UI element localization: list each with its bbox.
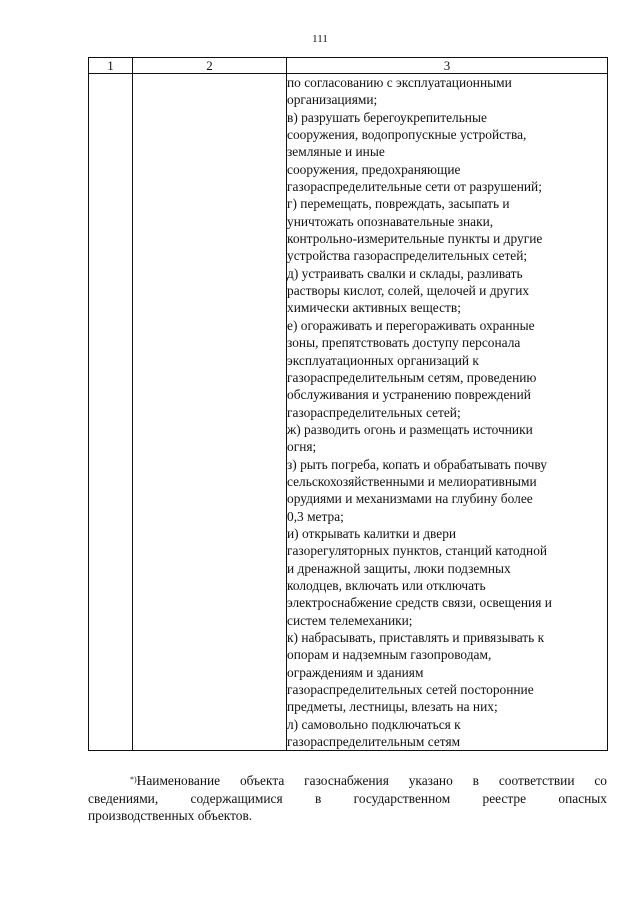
- document-table: [88, 57, 608, 751]
- table-cell-col1: [89, 74, 133, 751]
- page-number: 111: [312, 33, 328, 45]
- column-header-1: 1: [89, 58, 133, 74]
- text-line: е) огораживать и перегораживать охранные: [287, 317, 535, 333]
- footnote-line: сведениями, содержащимися в государственном реестре опасных: [88, 790, 607, 806]
- text-line: электроснабжение средств связи, освещения и: [287, 595, 552, 611]
- text-line: опорам и надземным газопроводам,: [287, 647, 492, 663]
- text-line: огня;: [287, 439, 317, 455]
- text-line: сооружения, предохраняющие: [287, 161, 461, 177]
- text-line: обслуживания и устранению повреждений: [287, 387, 531, 403]
- text-line: л) самовольно подключаться к: [287, 716, 461, 732]
- table-header-row: [89, 58, 608, 74]
- text-line: контрольно-измерительные пункты и другие: [287, 231, 543, 247]
- text-line: предметы, лестницы, влезать на них;: [287, 699, 498, 715]
- text-line: сооружения, водопропускные устройства,: [287, 127, 527, 143]
- footnote-marker: *): [130, 775, 137, 784]
- text-line: устройства газораспределительных сетей;: [287, 248, 528, 264]
- text-line: растворы кислот, солей, щелочей и других: [287, 283, 530, 299]
- text-line: и дренажной защиты, люки подземных: [287, 560, 511, 576]
- text-line: колодцев, включать или отключать: [287, 577, 486, 593]
- text-line: к) набрасывать, приставлять и привязывать к: [287, 630, 545, 645]
- text-line: в) разрушать берегоукрепительные: [287, 109, 487, 125]
- footnote-text: Наименование объекта газоснабжения указано в соответствии со: [136, 773, 607, 788]
- column-header-2: 2: [133, 58, 287, 74]
- text-line: и) открывать калитки и двери: [287, 525, 457, 541]
- text-line: уничтожать опознавательные знаки,: [287, 213, 494, 229]
- text-line: ограждениям и зданиям: [287, 664, 424, 680]
- text-line: д) устраивать свалки и склады, разливать: [287, 265, 523, 281]
- text-line: 0,3 метра;: [287, 508, 344, 524]
- text-line: систем телемеханики;: [287, 612, 413, 628]
- text-line: газорегуляторных пунктов, станций катодной: [287, 543, 548, 559]
- footnote-line: [88, 772, 607, 790]
- text-line: з) рыть погреба, копать и обрабатывать почву: [287, 456, 547, 472]
- table-cell-col3: [287, 74, 608, 751]
- table-row: [89, 74, 608, 751]
- text-line: газораспределительных сетей;: [287, 404, 461, 420]
- column-header-3: 3: [287, 58, 608, 74]
- text-line: по согласованию с эксплуатационными: [287, 75, 512, 90]
- text-line: газораспределительным сетям: [287, 734, 461, 750]
- text-line: земляные и иные: [287, 144, 385, 160]
- text-line: газораспределительных сетей посторонние: [287, 682, 534, 698]
- table-cell-col2: [133, 74, 287, 751]
- text-line: ж) разводить огонь и размещать источники: [287, 421, 533, 437]
- text-line: организациями;: [287, 92, 378, 108]
- text-line: химически активных веществ;: [287, 300, 461, 316]
- text-line: орудиями и механизмами на глубину более: [287, 491, 533, 507]
- text-line: газораспределительные сети от разрушений;: [287, 179, 542, 195]
- text-line: сельскохозяйственными и мелиоративными: [287, 473, 537, 489]
- text-line: газораспределительным сетям, проведению: [287, 369, 537, 385]
- footnote-line: производственных объектов.: [88, 808, 253, 823]
- text-line: г) перемещать, повреждать, засыпать и: [287, 196, 510, 212]
- footnote: [88, 772, 607, 825]
- text-line: эксплуатационных организаций к: [287, 352, 479, 368]
- text-line: зоны, препятствовать доступу персонала: [287, 335, 521, 351]
